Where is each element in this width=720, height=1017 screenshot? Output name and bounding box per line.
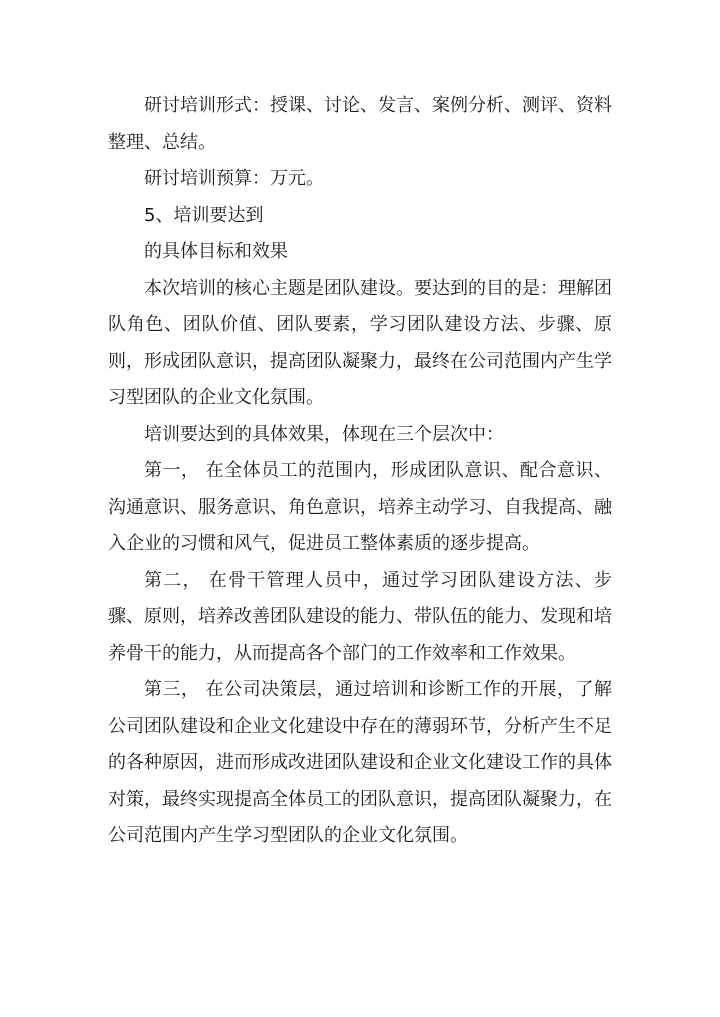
section-heading-part2: 的具体目标和效果 bbox=[144, 241, 288, 262]
paragraph-level-three: 第三， 在公司决策层，通过培训和诊断工作的开展，了解公司团队建设和企业文化建设中存在的薄弱环节，分析产生不足的各种原因，进而形成改进团队建设和企业文化建设工作的具体对策，最终实现提高全体员工的团队意识，提高团队凝聚力，在公司范围内产生学习型团队的企业文化氛围。 bbox=[108, 679, 612, 846]
document-body bbox=[108, 88, 612, 855]
paragraph-three-levels-intro: 培训要达到的具体效果，体现在三个层次中： bbox=[144, 423, 504, 445]
paragraph-training-budget: 研讨培训预算：万元。 bbox=[144, 168, 324, 189]
paragraph-training-format: 研讨培训形式：授课、讨论、发言、案例分析、测评、资料整理、总结。 bbox=[108, 95, 612, 153]
section-heading-part1: 5、培训要达到 bbox=[144, 204, 264, 226]
paragraph-core-theme: 本次培训的核心主题是团队建设。要达到的目的是：理解团队角色、团队价值、团队要素，学习团队建设方法、步骤、原则，形成团队意识，提高团队凝聚力，最终在公司范围内产生学习型团队的企业文化氛围。 bbox=[108, 277, 612, 408]
paragraph-level-one: 第一， 在全体员工的范围内，形成团队意识、配合意识、沟通意识、服务意识、角色意识，培养主动学习、自我提高、融入企业的习惯和风气，促进员工整体素质的逐步提高。 bbox=[108, 460, 612, 554]
paragraph-level-two: 第二， 在骨干管理人员中，通过学习团队建设方法、步骤、原则，培养改善团队建设的能力、带队伍的能力、发现和培养骨干的能力，从而提高各个部门的工作效率和工作效果。 bbox=[108, 569, 612, 664]
